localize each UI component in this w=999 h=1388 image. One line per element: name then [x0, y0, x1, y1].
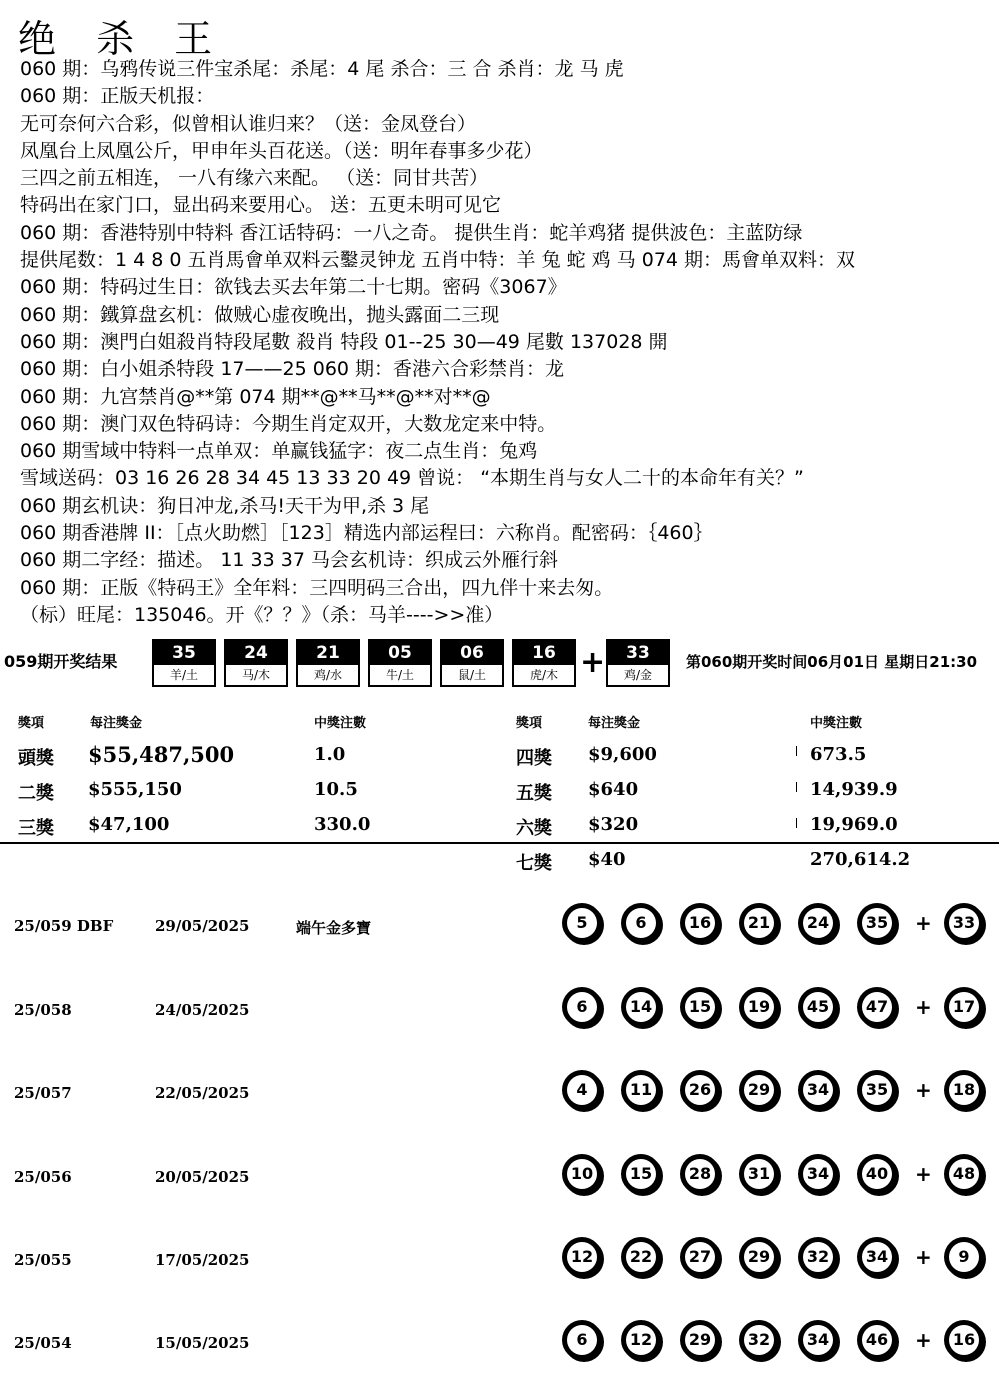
history-ball-number: 5 [567, 908, 597, 938]
prize-name: 頭獎 [18, 748, 54, 769]
prize-count: 1.0 [314, 744, 346, 765]
text-line: 060 期：澳门双色特码诗：今期生肖定双开，大数龙定来中特。 [20, 412, 557, 435]
history-ball [739, 1070, 779, 1110]
plus-sign: + [915, 1162, 932, 1186]
divider-tick [796, 782, 797, 792]
next-draw-time: 第060期开奖时间06月01日 星期日21:30 [686, 653, 978, 671]
history-ball-number: 6 [567, 992, 597, 1022]
history-ball [739, 1320, 779, 1360]
history-ball [562, 1320, 602, 1360]
history-ball [562, 1154, 602, 1194]
divider-tick [796, 818, 797, 828]
result-ball [152, 639, 216, 687]
history-row [0, 969, 999, 1053]
prize-amount: $40 [588, 849, 626, 870]
text-line: 无可奈何六合彩，似曾相认谁归来？（送：金凤登台） [20, 112, 477, 135]
history-ball [798, 1320, 838, 1360]
text-line: 雪域送码：03 16 26 28 34 45 13 33 20 49 曾说： “本期生肖与女人二十的本命年有关？” [20, 467, 804, 490]
text-line: 060 期：特码过生日：欲钱去买去年第二十七期。密码《3067》 [20, 276, 567, 299]
history-ball [621, 987, 661, 1027]
special-ball-zodiac: 鸡/金 [623, 668, 653, 682]
history-ball-number: 26 [685, 1075, 715, 1105]
history-ball [857, 987, 897, 1027]
result-ball [224, 639, 288, 687]
history-special-number: 16 [949, 1325, 979, 1355]
history-ball-number: 32 [803, 1242, 833, 1272]
history-date: 29/05/2025 [155, 917, 250, 935]
history-special-number: 17 [949, 992, 979, 1022]
history-issue: 25/057 [14, 1084, 72, 1102]
history-issue: 25/058 [14, 1001, 72, 1019]
prize-amount: $640 [588, 779, 639, 800]
history-ball-number: 29 [744, 1075, 774, 1105]
history-ball [562, 987, 602, 1027]
history-ball [562, 1237, 602, 1277]
history-ball [680, 1070, 720, 1110]
history-ball-number: 4 [567, 1075, 597, 1105]
history-ball [739, 903, 779, 943]
history-ball [739, 1154, 779, 1194]
prize-header-amount: 每注獎金 [588, 716, 641, 731]
history-ball [621, 903, 661, 943]
history-ball-number: 34 [803, 1075, 833, 1105]
history-date: 22/05/2025 [155, 1084, 250, 1102]
history-date: 24/05/2025 [155, 1001, 250, 1019]
history-date: 20/05/2025 [155, 1168, 250, 1186]
prize-name: 六獎 [516, 818, 552, 839]
history-ball-number: 15 [685, 992, 715, 1022]
result-ball-number: 05 [370, 641, 430, 665]
history-special-ball [944, 903, 984, 943]
history-ball-number: 32 [744, 1325, 774, 1355]
result-ball-number: 16 [514, 641, 574, 665]
history-ball-number: 21 [744, 908, 774, 938]
history-ball-number: 29 [685, 1325, 715, 1355]
plus-sign: + [915, 995, 932, 1019]
history-ball-number: 10 [567, 1159, 597, 1189]
prize-table [0, 706, 999, 876]
history-ball [739, 1237, 779, 1277]
history-special-number: 9 [949, 1242, 979, 1272]
draw-result-label: 059期开奖结果 [4, 652, 118, 671]
result-ball [296, 639, 360, 687]
history-row [0, 1052, 999, 1136]
result-ball [368, 639, 432, 687]
special-ball [606, 639, 670, 687]
history-date: 17/05/2025 [155, 1251, 250, 1269]
prize-amount: $55,487,500 [88, 742, 235, 767]
divider-line [0, 842, 999, 844]
prize-amount: $555,150 [88, 779, 182, 800]
history-ball-number: 12 [626, 1325, 656, 1355]
history-ball [798, 1237, 838, 1277]
text-line: 特码出在家门口，显出码来要用心。 送：五更未明可见它 [20, 194, 502, 217]
result-ball-number: 24 [226, 641, 286, 665]
result-ball-zodiac: 羊/土 [169, 668, 199, 682]
history-ball-number: 34 [862, 1242, 892, 1272]
prize-name: 三獎 [18, 818, 54, 839]
result-ball-number: 21 [298, 641, 358, 665]
special-ball-number: 33 [608, 641, 668, 665]
text-line: 060 期香港牌 II：［点火助燃］［123］精选内部运程曰：六称肖。配密码：｛460｝ [20, 522, 713, 545]
history-issue: 25/059 DBF [14, 917, 114, 935]
history-issue: 25/056 [14, 1168, 72, 1186]
history-ball [857, 1320, 897, 1360]
plus-sign: + [915, 1245, 932, 1269]
history-ball [798, 1154, 838, 1194]
prediction-lines [20, 56, 990, 629]
history-ball [621, 1320, 661, 1360]
plus-sign: + [915, 1078, 932, 1102]
history-ball [857, 1154, 897, 1194]
text-line: 060 期雪域中特料一点单双：单赢钱猛字：夜二点生肖：兔鸡 [20, 440, 538, 463]
history-note: 端午金多寶 [296, 919, 372, 937]
history-special-ball [944, 987, 984, 1027]
prize-count: 270,614.2 [810, 849, 911, 870]
prize-amount: $47,100 [88, 814, 170, 835]
result-ball-number: 35 [154, 641, 214, 665]
history-ball-number: 35 [862, 908, 892, 938]
result-ball-zodiac: 牛/土 [385, 668, 415, 682]
history-ball [680, 1320, 720, 1360]
history-ball [562, 903, 602, 943]
history-special-number: 48 [949, 1159, 979, 1189]
history-row [0, 885, 999, 969]
history-ball-number: 46 [862, 1325, 892, 1355]
prize-name: 四獎 [516, 748, 552, 769]
history-issue: 25/055 [14, 1251, 72, 1269]
text-line: 凤凰台上凤凰公斤，甲申年头百花送。（送：明年春事多少花） [20, 139, 543, 162]
result-ball-zodiac: 鸡/水 [313, 668, 343, 682]
history-ball-number: 6 [626, 908, 656, 938]
history-ball-number: 29 [744, 1242, 774, 1272]
result-ball-zodiac: 马/木 [241, 668, 271, 682]
history-ball [739, 987, 779, 1027]
prize-name: 二獎 [18, 783, 54, 804]
history-special-number: 33 [949, 908, 979, 938]
history-ball-number: 15 [626, 1159, 656, 1189]
history-date: 15/05/2025 [155, 1334, 250, 1352]
draw-result-bar [4, 639, 999, 691]
history-ball [680, 987, 720, 1027]
prize-name: 七獎 [516, 853, 552, 874]
history-special-ball [944, 1237, 984, 1277]
prize-count: 330.0 [314, 814, 371, 835]
history-ball [562, 1070, 602, 1110]
text-line: 060 期：澳門白姐殺肖特段尾數 殺肖 特段 01--25 30—49 尾數 137028 開 [20, 330, 668, 353]
text-line: 060 期：九宫禁肖@**第 074 期**@**马**@**对**@ [20, 385, 491, 408]
history-ball-number: 31 [744, 1159, 774, 1189]
history-ball-number: 6 [567, 1325, 597, 1355]
plus-sign: + [915, 1328, 932, 1352]
text-line: 提供尾数：1 4 8 0 五肖馬會单双料云鑿灵钟龙 五肖中特：羊 兔 蛇 鸡 马 074 期：馬會单双料：双 [20, 249, 856, 272]
plus-sign: + [915, 911, 932, 935]
history-row [0, 1136, 999, 1220]
history-ball-number: 22 [626, 1242, 656, 1272]
text-line: 060 期：正版《特码王》全年料：三四明码三合出，四九伴十来去匆。 [20, 576, 614, 599]
history-ball-number: 14 [626, 992, 656, 1022]
result-ball-number: 06 [442, 641, 502, 665]
text-line: 060 期二字经：描述。 11 33 37 马会玄机诗：织成云外雁行斜 [20, 549, 558, 572]
history-special-ball [944, 1320, 984, 1360]
result-ball [440, 639, 504, 687]
history-ball-number: 35 [862, 1075, 892, 1105]
history-special-ball [944, 1154, 984, 1194]
history-row [0, 1302, 999, 1386]
prize-count: 10.5 [314, 779, 358, 800]
history-ball-number: 27 [685, 1242, 715, 1272]
history-ball [798, 903, 838, 943]
result-ball [512, 639, 576, 687]
history-ball-number: 34 [803, 1325, 833, 1355]
history-ball-number: 47 [862, 992, 892, 1022]
text-line: 060 期：正版天机报： [20, 85, 215, 108]
history-ball [857, 1237, 897, 1277]
history-special-number: 18 [949, 1075, 979, 1105]
history-ball [680, 1154, 720, 1194]
history-ball [621, 1154, 661, 1194]
prize-count: 673.5 [810, 744, 867, 765]
prize-amount: $320 [588, 814, 639, 835]
prize-amount: $9,600 [588, 744, 657, 765]
history-ball-number: 11 [626, 1075, 656, 1105]
prize-count: 14,939.9 [810, 779, 898, 800]
text-line: 060 期玄机诀：狗日冲龙,杀马!天干为甲,杀 3 尾 [20, 494, 430, 517]
prize-header-item: 獎項 [18, 716, 45, 731]
prize-count: 19,969.0 [810, 814, 898, 835]
history-ball-number: 24 [803, 908, 833, 938]
text-line: （标）旺尾：135046。开《？？》（杀：马羊---->>准） [20, 603, 504, 626]
text-line: 三四之前五相连， 一八有缘六来配。 （送：同甘共苦） [20, 167, 489, 190]
history-special-ball [944, 1070, 984, 1110]
history-ball-number: 16 [685, 908, 715, 938]
prize-header-amount: 每注獎金 [90, 716, 143, 731]
history-ball-number: 40 [862, 1159, 892, 1189]
history-ball-number: 34 [803, 1159, 833, 1189]
history-ball [798, 987, 838, 1027]
text-line: 060 期：香港特别中特料 香江话特码：一八之奇。 提供生肖：蛇羊鸡猪 提供波色：主蓝防绿 [20, 221, 803, 244]
prize-name: 五獎 [516, 783, 552, 804]
history-ball [857, 903, 897, 943]
history-row [0, 1219, 999, 1303]
prize-header-count: 中獎注數 [810, 716, 863, 731]
history-ball [680, 1237, 720, 1277]
prize-header-item: 獎項 [516, 716, 543, 731]
history-ball-number: 45 [803, 992, 833, 1022]
result-ball-zodiac: 虎/木 [529, 668, 559, 682]
history-ball-number: 19 [744, 992, 774, 1022]
text-line: 060 期：鐵算盘玄机：做贼心虚夜晚出，抛头露面二三现 [20, 303, 500, 326]
result-ball-zodiac: 鼠/土 [457, 668, 487, 682]
text-line: 060 期：白小姐杀特段 17——25 060 期：香港六合彩禁肖：龙 [20, 358, 565, 381]
text-line: 060 期：乌鸦传说三件宝杀尾：杀尾：4 尾 杀合：三 合 杀肖：龙 马 虎 [20, 58, 624, 80]
history-ball [621, 1237, 661, 1277]
page-title: 绝 杀 王 [18, 17, 227, 61]
history-ball [621, 1070, 661, 1110]
history-ball [857, 1070, 897, 1110]
divider-tick [796, 746, 797, 756]
history-ball [680, 903, 720, 943]
history-ball [798, 1070, 838, 1110]
history-issue: 25/054 [14, 1334, 72, 1352]
prize-header-count: 中獎注數 [314, 716, 367, 731]
history-ball-number: 28 [685, 1159, 715, 1189]
plus-sign: + [580, 645, 606, 680]
history-ball-number: 12 [567, 1242, 597, 1272]
